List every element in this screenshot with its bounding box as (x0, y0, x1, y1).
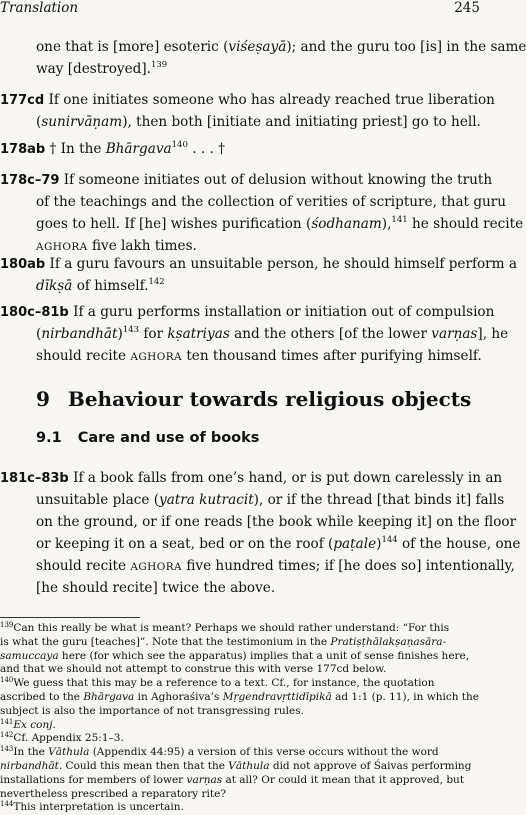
text: way [destroyed]. (36, 61, 151, 77)
sanskrit-term: varṇas (186, 773, 223, 786)
section-number: 9 (36, 387, 50, 411)
text: of himself. (72, 278, 149, 294)
verse-reference: 180c–81b (0, 305, 69, 320)
sanskrit-term: nirbandhāt (41, 326, 118, 342)
text: ( (36, 326, 42, 342)
text: at all? Or could it mean that it approved, but (222, 773, 465, 786)
footnote-number: 139 (0, 621, 14, 629)
text: five lakh times. (87, 238, 197, 254)
text: Ex conj. (13, 718, 56, 731)
verse-reference: 177cd (0, 93, 45, 108)
text: or keeping it on a seat, bed or on the roof ( (36, 536, 334, 552)
footnote-marker: 140 (171, 140, 188, 150)
text: ascribed to the (0, 690, 84, 703)
text-title: Pratiṣṭhālakṣaṇasāra- (330, 635, 447, 648)
text: ) (117, 326, 123, 342)
text: and the others [of the lower (229, 326, 432, 342)
text: is what the guru [teaches]”. Note that the testimonium in the (0, 635, 331, 648)
paragraph-continuation (0, 36, 526, 80)
text-title: samuccaya (0, 649, 59, 662)
text: If one initiates someone who has already reached true liberation (44, 92, 495, 108)
verse-reference: 178c–79 (0, 173, 60, 188)
text: here (for which see the apparatus) implies that a unit of sense finishes here, (58, 649, 470, 662)
text: Can this really be what is meant? Perhaps we should rather understand: “For this (13, 622, 450, 634)
text: [he should recite] twice the above. (36, 580, 276, 596)
text: If someone initiates out of delusion without knowing the truth (59, 172, 493, 188)
text: ], he (477, 326, 509, 342)
text: ( (36, 114, 42, 130)
subsection-title: Care and use of books (77, 430, 260, 446)
text: If a guru performs installation or initiation out of compulsion (68, 304, 495, 320)
text-title: Vāthula (48, 746, 90, 759)
text: ); and the guru too [is] in the same (286, 39, 526, 55)
verse-178ab (0, 138, 491, 160)
text: ten thousand times after purifying himself. (182, 348, 482, 364)
text: This interpretation is uncertain. (13, 801, 184, 814)
sanskrit-term: kṣatriyas (167, 326, 230, 342)
footnote-139 (0, 622, 491, 677)
text: five hundred times; if [he does so] intentionally, (182, 558, 515, 574)
text: installations for members of lower (0, 773, 187, 786)
footnotes (0, 622, 491, 815)
verse-178c-79 (0, 169, 524, 257)
sanskrit-term: śodhanam (311, 216, 382, 232)
text: for (139, 326, 168, 342)
mantra-name: AGHORA (36, 241, 88, 253)
text: and that we should not attempt to construe this with verse 177cd below. (0, 663, 387, 676)
footnote-rule (0, 617, 140, 618)
text-title: Bhārgava (83, 690, 135, 703)
text: ), then both [initiate and initiating priest] go to hell. (122, 114, 481, 130)
section-heading (36, 387, 471, 411)
sanskrit-term: varṇas (431, 326, 478, 342)
mantra-name: AGHORA (130, 561, 182, 573)
text: In the (13, 746, 49, 759)
footnote-143 (0, 746, 491, 801)
text: ), (381, 216, 392, 232)
verse-reference: 180ab (0, 257, 46, 272)
text: (Appendix 44:95) a version of this verse occurs without the word (89, 746, 439, 759)
footnote-marker: 139 (150, 60, 168, 70)
text: . . . † (187, 141, 225, 157)
footnote-144 (0, 801, 491, 815)
text-title: Bhārgava (105, 141, 172, 157)
running-head-title: Translation (0, 0, 79, 16)
text: he should recite (407, 216, 524, 232)
footnote-140 (0, 677, 491, 718)
text: goes to hell. If [he] wishes purification ( (36, 216, 312, 232)
text: subject is also the importance of not transgressing rules. (0, 704, 304, 717)
sanskrit-term: nirbandhāt (0, 759, 59, 772)
sanskrit-term: paṭale (333, 536, 377, 552)
text: should recite (36, 558, 131, 574)
sanskrit-term: sunirvāṇam (41, 114, 123, 130)
mantra-name: AGHORA (130, 351, 182, 363)
text: of the house, one (397, 536, 521, 552)
text: unsuitable place ( (36, 492, 160, 508)
footnote-marker: 143 (122, 325, 140, 335)
text: If a guru favours an unsuitable person, he should himself perform a (45, 256, 517, 272)
sanskrit-term: dīkṣā (36, 278, 73, 294)
sanskrit-term: viśeṣayā (228, 39, 287, 55)
footnote-number: 142 (0, 731, 14, 740)
footnote-number: 141 (0, 717, 14, 726)
footnote-marker: 141 (391, 215, 408, 225)
subsection-heading (36, 430, 259, 446)
footnote-142 (0, 732, 491, 746)
footnote-marker: 144 (381, 535, 398, 545)
text: of the teachings and the collection of verities of scripture, that guru (36, 194, 507, 210)
text-title: Vāthula (228, 759, 270, 772)
text: should recite (36, 348, 131, 364)
verse-reference: 181c–83b (0, 471, 69, 486)
text: . Could this mean then that the (58, 759, 229, 772)
page-number: 245 (454, 0, 480, 16)
text: Cf. Appendix 25:1–3. (13, 732, 124, 745)
text: ad 1:1 (p. 11), in which the (331, 690, 479, 703)
footnote-number: 144 (0, 800, 14, 809)
text-title: Mṛgendravṛttidīpikā (222, 690, 332, 703)
text: nevertheless prescribed a reparatory rite? (0, 787, 226, 800)
footnote-number: 140 (0, 676, 14, 685)
section-title: Behaviour towards religious objects (67, 387, 472, 411)
footnote-number: 143 (0, 745, 14, 754)
text: on the ground, or if one reads [the book while keeping it] on the floor (36, 514, 517, 530)
text: If a book falls from one’s hand, or is put down carelessly in an (68, 470, 503, 486)
text: ) (376, 536, 382, 552)
sanskrit-term: yatra kutracit (159, 492, 254, 508)
verse-180ab (0, 253, 517, 297)
running-head (0, 0, 491, 18)
text: ), or if the thread [that binds it] falls (253, 492, 505, 508)
text: one that is [more] esoteric ( (36, 39, 229, 55)
verse-177cd (0, 89, 495, 133)
footnote-141 (0, 719, 491, 733)
verse-181c-83b (0, 467, 521, 599)
verse-180c-81b (0, 301, 509, 367)
text: in Aghoraśiva’s (134, 690, 223, 703)
footnote-marker: 142 (148, 277, 165, 287)
text: did not approve of Śaivas performing (269, 759, 472, 772)
text: We guess that this may be a reference to a text. Cf., for instance, the quotation (13, 677, 435, 690)
verse-reference: 178ab (0, 142, 46, 157)
subsection-number: 9.1 (36, 430, 62, 446)
text: † In the (45, 141, 106, 157)
